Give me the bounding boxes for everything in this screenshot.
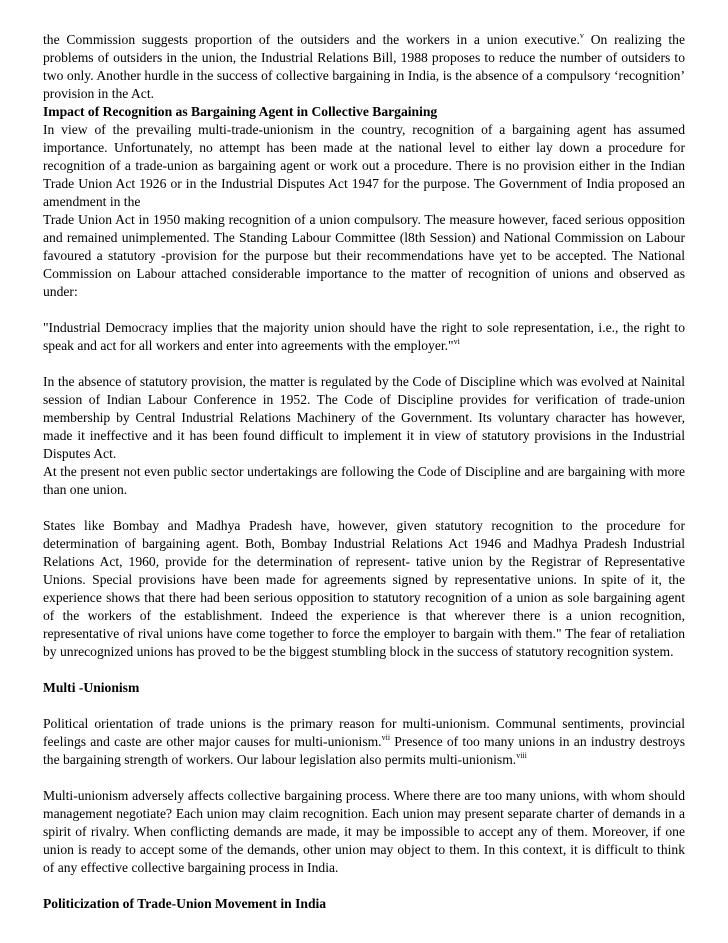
quote-text: "Industrial Democracy implies that the majority union should have the right to sole representation, i.e., the right to speak and act for all workers and enter into agreements with the employer." [43, 320, 685, 353]
footnote-ref: viii [516, 751, 527, 760]
section-heading-multi-unionism: Multi -Unionism [43, 680, 140, 695]
paragraph-political-orientation [43, 715, 685, 769]
paragraph-text: the Commission suggests proportion of the outsiders and the workers in a union executive. [43, 32, 580, 47]
paragraph-multi-unionism-effects: Multi-unionism adversely affects collective bargaining process. Where there are too many unions, with whom should management negotiate? Each union may claim recognition. Each union may present separate charter of demands in a spirit of rivalry. When conflicting demands are made, it may be impossible to accept any of them. Moreover, if one union is ready to accept some of the demands, other union may object to them. In this context, it is difficult to think of any effective collective bargaining process in India. [43, 788, 685, 875]
paragraph-states: States like Bombay and Madhya Pradesh have, however, given statutory recognition to the procedure for determination of bargaining agent. Both, Bombay Industrial Relations Act 1946 and Madhya Pradesh Industrial Relations Act, 1960, provide for the determination of represent- tative union by the Registrar of Representative Unions. Special provisions have been made for agreements signed by representative unions. In spite of it, the experience shows that there had been serious opposition to statutory recognition of a union as sole bargaining agent of the workers of the establishment. Indeed the experience is that wherever there is a union recognition, representative of rival unions have come together to force the employer to bargain with them." The fear of retaliation by unrecognized unions has proved to be the biggest stumbling block in the success of statutory recognition system. [43, 518, 685, 659]
section-heading-recognition: Impact of Recognition as Bargaining Agent in Collective Bargaining [43, 104, 438, 119]
paragraph-trade-union-act: Trade Union Act in 1950 making recognition of a union compulsory. The measure however, faced serious opposition and remained unimplemented. The Standing Labour Committee (l8th Session) and National Commission on Labour favoured a statutory -provision for the purpose but their recommendations have yet to be accepted. The National Commission on Labour attached considerable importance to the matter of recognition of unions and observed as under: [43, 212, 685, 299]
footnote-ref: vii [381, 733, 391, 742]
document-page [43, 31, 685, 913]
footnote-ref: vi [453, 337, 460, 346]
paragraph-code-of-discipline: In the absence of statutory provision, the matter is regulated by the Code of Discipline which was evolved at Nainital session of Indian Labour Conference in 1952. The Code of Discipline provides for verification of trade-union membership by Central Industrial Relations Machinery of the Government. Its voluntary character has however, made it ineffective and it has been found difficult to implement it in view of statutory provisions in the Industrial Disputes Act. [43, 374, 685, 461]
paragraph-text: Political orientation of trade unions is the primary reason for multi-unionism. Communal sentiments, provincial feelings and caste are other major causes for multi-unionism. [43, 716, 685, 749]
quote-industrial-democracy [43, 319, 685, 355]
paragraph-public-sector: At the present not even public sector undertakings are following the Code of Discipline and are bargaining with more than one union. [43, 464, 685, 497]
section-heading-politicization: Politicization of Trade-Union Movement in India [43, 896, 327, 911]
paragraph-text: Presence of too many unions in an industry destroys the bargaining strength of workers. Our labour legislation also permits multi-unionism. [43, 734, 685, 767]
paragraph-recognition-intro: In view of the prevailing multi-trade-unionism in the country, recognition of a bargaining agent has assumed importance. Unfortunately, no attempt has been made at the national level to either lay down a procedure for recognition of a trade-union as bargaining agent or work out a procedure. There is no provision either in the Indian Trade Union Act 1926 or in the Industrial Disputes Act 1947 for the purpose. The Government of India proposed an amendment in the [43, 122, 685, 209]
paragraph-text: On realizing the problems of outsiders in the union, the Industrial Relations Bill, 1988 proposes to reduce the number of outsiders to two only. Another hurdle in the success of collective bargaining in India, is the absence of a compulsory ‘recognition’ provision in the Act. [43, 32, 686, 101]
footnote-ref: v [579, 31, 584, 40]
paragraph-outsiders [43, 31, 685, 103]
